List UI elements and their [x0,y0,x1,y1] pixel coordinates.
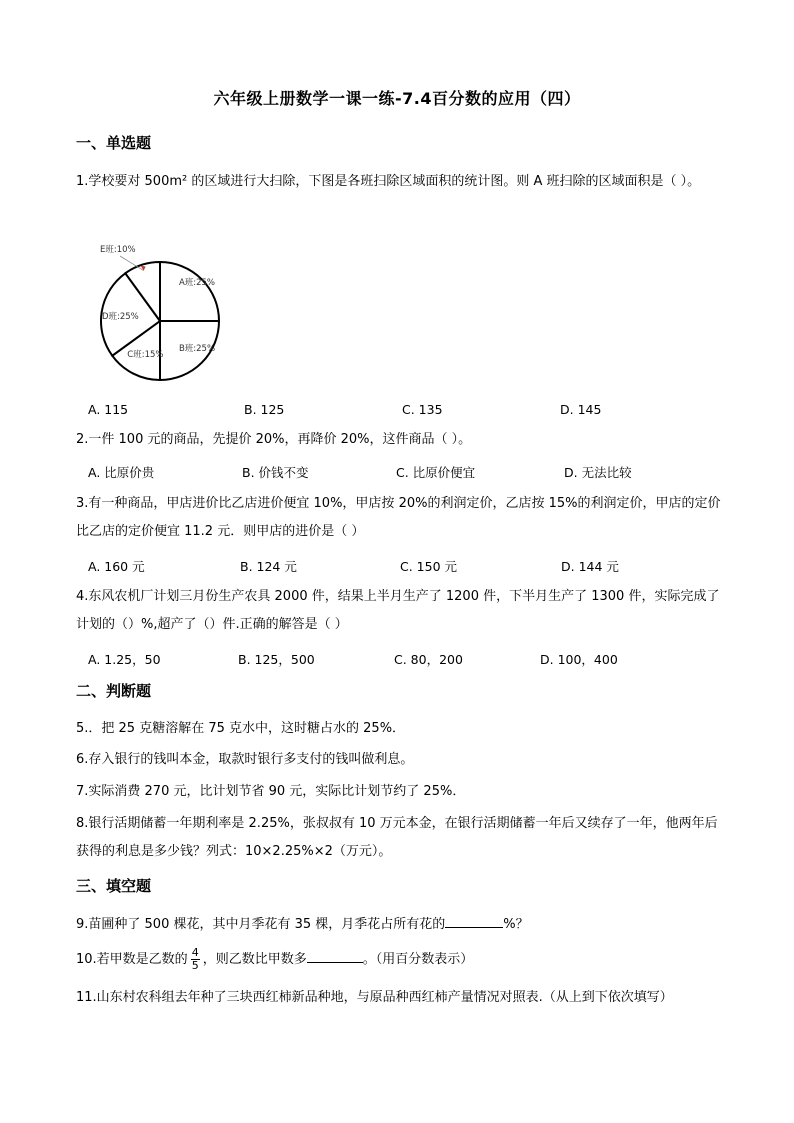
page-title: 六年级上册数学一课一练-7.4百分数的应用（四） [213,89,581,108]
question-2-options [88,463,708,481]
pie-slice-label: D班:25% [101,311,139,322]
pie-slice [160,262,219,321]
option-a[interactable]: A. 160 元 [88,559,145,574]
question-4-options [88,650,708,668]
pie-slice-label: A班:25% [178,278,216,289]
section-single-choice: 一、单选题 [76,134,152,152]
question-9 [76,911,726,939]
option-b[interactable]: B. 价钱不变 [242,465,309,480]
fraction [191,947,200,972]
option-b[interactable]: B. 125 [244,402,285,417]
section-fill-in: 三、填空题 [76,877,152,895]
question-1-options [88,402,708,420]
option-d[interactable]: D. 无法比较 [564,465,632,480]
section-true-false: 二、判断题 [76,682,152,700]
option-a[interactable]: A. 115 [88,402,129,417]
question-2: 2.一件 100 元的商品，先提价 20%，再降价 20%，这件商品（ ）。 [76,432,472,447]
question-4: 4.东风农机厂计划三月份生产农具 2000 件，结果上半月生产了 1200 件，下半月生产了 1300 件，实际完成了计划的（）%,超产了（）件.正确的解答是（ ） [76,589,720,632]
option-d[interactable]: D. 100，400 [540,652,618,667]
pie-slice-label: B班:25% [178,343,216,354]
option-c[interactable]: C. 135 [402,402,443,417]
option-a[interactable]: A. 比原价贵 [88,465,155,480]
question-8: 8.银行活期储蓄一年期利率是 2.25%，张叔叔有 10 万元本金，在银行活期储蓄一年后又续存了一年，他两年后获得的利息是多少钱？列式：10×2.25%×2（万元）。 [76,816,718,859]
question-5: 5.．把 25 克糖溶解在 75 克水中，这时糖占水的 25%． [76,721,406,736]
pie-slice-label: C班:15% [127,349,164,360]
pie-chart [88,236,238,386]
question-6: 6.存入银行的钱叫本金，取款时银行多支付的钱叫做利息。 [76,752,414,767]
option-c[interactable]: C. 150 元 [400,559,458,574]
answer-blank[interactable] [307,950,363,963]
fraction-numerator: 4 [191,946,199,959]
question-10-text: 10.若甲数是乙数的 [76,952,188,967]
option-d[interactable]: D. 144 元 [561,559,619,574]
question-3: 3.有一种商品，甲店进价比乙店进价便宜 10%，甲店按 20%的利润定价，乙店按 15%的利润定价，甲店的定价比乙店的定价便宜 11.2 元．则甲店的进价是（ ） [76,496,721,539]
option-b[interactable]: B. 125，500 [238,652,315,667]
fraction-denominator: 5 [191,959,199,972]
answer-blank[interactable] [445,915,503,928]
question-3-options [88,557,708,575]
question-10 [76,946,726,974]
question-9-suffix: %？ [503,917,529,932]
option-c[interactable]: C. 比原价便宜 [396,465,476,480]
pie-slice-label: E班:10% [100,245,136,255]
question-1: 1.学校要对 500m² 的区域进行大扫除，下图是各班扫除区域面积的统计图。则 A 班扫除的区域面积是（ ）。 [76,174,701,189]
option-a[interactable]: A. 1.25，50 [88,652,161,667]
option-d[interactable]: D. 145 [560,402,602,417]
question-10-suffix: 。（用百分数表示） [362,952,474,967]
option-c[interactable]: C. 80，200 [394,652,463,667]
option-b[interactable]: B. 124 元 [240,559,297,574]
question-10-middle: ，则乙数比甲数多 [202,952,307,967]
question-11: 11.山东村农科组去年种了三块西红柿新品种地，与原品种西红柿产量情况对照表.（从上到下依次填写） [76,990,673,1005]
question-7: 7.实际消费 270 元，比计划节省 90 元，实际比计划节约了 25%． [76,784,466,799]
question-9-text: 9.苗圃种了 500 棵花，其中月季花有 35 棵，月季花占所有花的 [76,917,446,932]
